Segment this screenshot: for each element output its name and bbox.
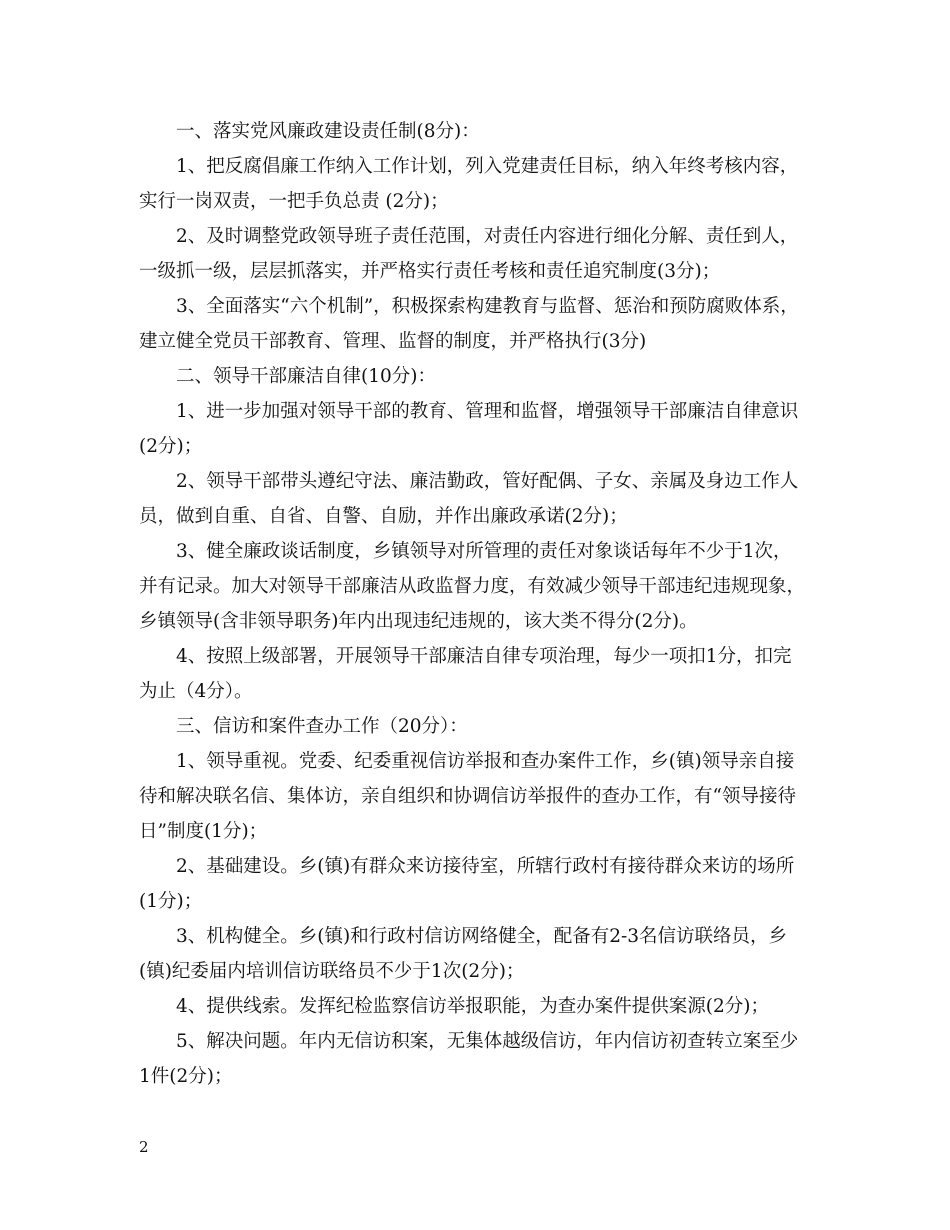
text-line: 4、提供线索。发挥纪检监察信访举报职能，为查办案件提供案源(2分)； (139, 996, 769, 1017)
text-line: 建立健全党员干部教育、管理、监督的制度，并严格执行(3分) (139, 331, 647, 352)
text-line: 乡镇领导(含非领导职务)年内出现违纪违规的，该大类不得分(2分)。 (139, 611, 698, 632)
text-line: 3、健全廉政谈话制度，乡镇领导对所管理的责任对象谈话每年不少于1次， (139, 541, 792, 562)
text-line: 3、全面落实“六个机制”，积极探索构建教育与监督、惩治和预防腐败体系， (139, 296, 799, 317)
text-line: 2、基础建设。乡(镇)有群众来访接待室，所辖行政村有接待群众来访的场所 (139, 856, 795, 877)
text-line: 2、领导干部带头遵纪守法、廉洁勤政，管好配偶、子女、亲属及身边工作人 (139, 471, 799, 492)
document-body (139, 114, 817, 1094)
text-line: 三、信访和案件查办工作（20分）： (139, 716, 468, 737)
text-line: 员，做到自重、自省、自警、自励，并作出廉政承诺(2分)； (139, 506, 628, 527)
text-line: (2分)； (139, 436, 203, 457)
text-line: 4、按照上级部署，开展领导干部廉洁自律专项治理，每少一项扣1分，扣完 (139, 646, 792, 667)
text-line: 并有记录。加大对领导干部廉洁从政监督力度，有效减少领导干部违纪违规现象， (139, 576, 806, 597)
text-line: 1、领导重视。党委、纪委重视信访举报和查办案件工作，乡(镇)领导亲自接 (139, 751, 795, 772)
text-line: (1分)； (139, 891, 203, 912)
text-line: 1件(2分)； (139, 1066, 233, 1087)
text-line: 实行一岗双责，一把手负总责 (2分)； (139, 191, 449, 212)
text-line: (镇)纪委届内培训信访联络员不少于1次(2分)； (139, 961, 525, 982)
text-line: 5、解决问题。年内无信访积案，无集体越级信访，年内信访初查转立案至少 (139, 1031, 799, 1052)
text-line: 待和解决联名信、集体访，亲自组织和协调信访举报件的查办工作，有“领导接待 (139, 786, 796, 807)
text-line: 1、进一步加强对领导干部的教育、管理和监督，增强领导干部廉洁自律意识 (139, 401, 799, 422)
text-line: 二、领导干部廉洁自律(10分)： (139, 366, 436, 387)
page-number: 2 (139, 1138, 149, 1156)
text-line: 一、落实党风廉政建设责任制(8分)： (139, 121, 480, 142)
text-line: 3、机构健全。乡(镇)和行政村信访网络健全，配备有2-3名信访联络员，乡 (139, 926, 787, 947)
text-line: 为止（4分）。 (139, 681, 253, 702)
text-line: 2、及时调整党政领导班子责任范围，对责任内容进行细化分解、责任到人， (139, 226, 799, 247)
text-line: 日”制度(1分)； (139, 821, 268, 842)
text-line: 一级抓一级，层层抓落实，并严格实行责任考核和责任追究制度(3分)； (139, 261, 721, 282)
text-line: 1、把反腐倡廉工作纳入工作计划，列入党建责任目标，纳入年终考核内容， (139, 156, 799, 177)
